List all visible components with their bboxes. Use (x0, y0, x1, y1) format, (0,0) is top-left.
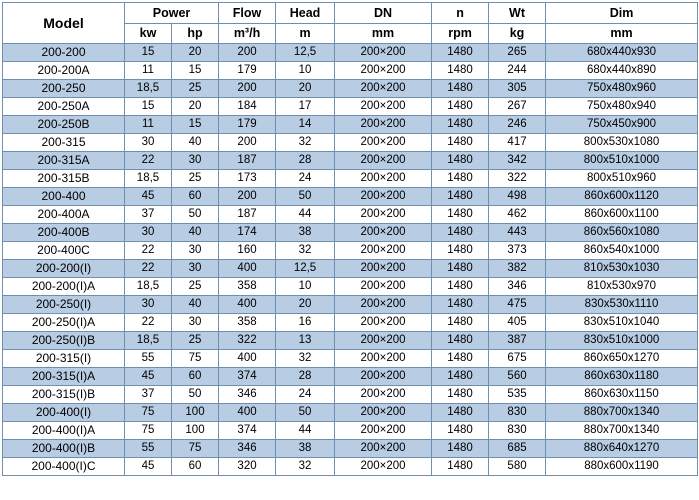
cell-model: 200-400A (3, 206, 125, 224)
column-header-power: Power (125, 3, 219, 24)
cell-dim: 860x540x1000 (546, 242, 698, 260)
cell-model: 200-400(I)B (3, 440, 125, 458)
cell-dim: 860x600x1100 (546, 206, 698, 224)
cell-n: 1480 (432, 368, 489, 386)
cell-n: 1480 (432, 170, 489, 188)
cell-dim: 860x630x1180 (546, 368, 698, 386)
cell-kw: 22 (125, 242, 172, 260)
column-unit-head: m (276, 24, 335, 44)
cell-dim: 800x510x960 (546, 170, 698, 188)
cell-n: 1480 (432, 458, 489, 476)
column-unit-flow: m³/h (219, 24, 276, 44)
cell-kw: 75 (125, 404, 172, 422)
cell-model: 200-200(I)A (3, 278, 125, 296)
cell-wt: 342 (489, 152, 546, 170)
cell-dim: 800x530x1080 (546, 134, 698, 152)
cell-wt: 498 (489, 188, 546, 206)
cell-dim: 860x600x1120 (546, 188, 698, 206)
table-row (3, 332, 698, 350)
cell-flow: 179 (219, 116, 276, 134)
cell-n: 1480 (432, 278, 489, 296)
cell-wt: 560 (489, 368, 546, 386)
column-unit-hp: hp (172, 24, 219, 44)
cell-dn: 200×200 (335, 440, 432, 458)
cell-hp: 25 (172, 170, 219, 188)
cell-dim: 800x510x1000 (546, 152, 698, 170)
table-row (3, 278, 698, 296)
cell-wt: 244 (489, 62, 546, 80)
table-row (3, 62, 698, 80)
cell-hp: 100 (172, 422, 219, 440)
cell-head: 32 (276, 242, 335, 260)
cell-flow: 358 (219, 314, 276, 332)
cell-n: 1480 (432, 62, 489, 80)
cell-flow: 200 (219, 188, 276, 206)
cell-kw: 75 (125, 422, 172, 440)
table-body (3, 44, 698, 476)
cell-wt: 405 (489, 314, 546, 332)
cell-dim: 830x510x1040 (546, 314, 698, 332)
cell-head: 12,5 (276, 44, 335, 62)
cell-head: 38 (276, 224, 335, 242)
table-row (3, 260, 698, 278)
cell-model: 200-250(I)B (3, 332, 125, 350)
table-row (3, 458, 698, 476)
cell-hp: 25 (172, 278, 219, 296)
table-row (3, 98, 698, 116)
cell-flow: 179 (219, 62, 276, 80)
cell-n: 1480 (432, 296, 489, 314)
cell-head: 38 (276, 440, 335, 458)
cell-dn: 200×200 (335, 314, 432, 332)
cell-hp: 100 (172, 404, 219, 422)
cell-head: 14 (276, 116, 335, 134)
cell-n: 1480 (432, 44, 489, 62)
cell-model: 200-400B (3, 224, 125, 242)
cell-dim: 680x440x890 (546, 62, 698, 80)
cell-wt: 346 (489, 278, 546, 296)
table-row (3, 404, 698, 422)
cell-hp: 40 (172, 296, 219, 314)
table-row (3, 350, 698, 368)
cell-hp: 50 (172, 386, 219, 404)
cell-dn: 200×200 (335, 116, 432, 134)
cell-dn: 200×200 (335, 62, 432, 80)
cell-dn: 200×200 (335, 98, 432, 116)
cell-head: 50 (276, 188, 335, 206)
cell-flow: 320 (219, 458, 276, 476)
cell-n: 1480 (432, 422, 489, 440)
cell-kw: 11 (125, 62, 172, 80)
cell-flow: 346 (219, 440, 276, 458)
cell-flow: 358 (219, 278, 276, 296)
column-header-flow: Flow (219, 3, 276, 24)
cell-dn: 200×200 (335, 458, 432, 476)
cell-kw: 30 (125, 134, 172, 152)
cell-dim: 750x480x940 (546, 98, 698, 116)
cell-hp: 20 (172, 98, 219, 116)
cell-model: 200-250(I)A (3, 314, 125, 332)
table-row (3, 134, 698, 152)
column-unit-n: rpm (432, 24, 489, 44)
cell-dim: 860x650x1270 (546, 350, 698, 368)
cell-wt: 685 (489, 440, 546, 458)
cell-dn: 200×200 (335, 44, 432, 62)
cell-n: 1480 (432, 116, 489, 134)
column-header-n: n (432, 3, 489, 24)
cell-kw: 30 (125, 224, 172, 242)
cell-n: 1480 (432, 206, 489, 224)
cell-model: 200-315 (3, 134, 125, 152)
cell-flow: 400 (219, 296, 276, 314)
cell-flow: 184 (219, 98, 276, 116)
cell-model: 200-315(I)B (3, 386, 125, 404)
cell-flow: 346 (219, 386, 276, 404)
table-row (3, 80, 698, 98)
cell-hp: 60 (172, 188, 219, 206)
cell-wt: 675 (489, 350, 546, 368)
cell-head: 20 (276, 296, 335, 314)
cell-hp: 60 (172, 368, 219, 386)
table-row (3, 116, 698, 134)
cell-wt: 462 (489, 206, 546, 224)
table-row (3, 188, 698, 206)
cell-n: 1480 (432, 224, 489, 242)
cell-model: 200-315(I)A (3, 368, 125, 386)
cell-flow: 374 (219, 422, 276, 440)
cell-wt: 830 (489, 422, 546, 440)
cell-flow: 374 (219, 368, 276, 386)
cell-model: 200-250 (3, 80, 125, 98)
cell-n: 1480 (432, 314, 489, 332)
cell-flow: 200 (219, 44, 276, 62)
column-header-dim: Dim (546, 3, 698, 24)
table-row (3, 314, 698, 332)
cell-flow: 174 (219, 224, 276, 242)
table-row (3, 368, 698, 386)
pump-specification-table (2, 2, 698, 476)
cell-head: 17 (276, 98, 335, 116)
cell-model: 200-400C (3, 242, 125, 260)
cell-flow: 187 (219, 152, 276, 170)
cell-dn: 200×200 (335, 350, 432, 368)
cell-model: 200-315B (3, 170, 125, 188)
cell-head: 16 (276, 314, 335, 332)
column-unit-dim: mm (546, 24, 698, 44)
cell-flow: 400 (219, 260, 276, 278)
cell-kw: 18,5 (125, 332, 172, 350)
cell-hp: 75 (172, 440, 219, 458)
cell-wt: 267 (489, 98, 546, 116)
cell-dim: 880x640x1270 (546, 440, 698, 458)
cell-wt: 443 (489, 224, 546, 242)
cell-dim: 750x450x900 (546, 116, 698, 134)
cell-head: 24 (276, 170, 335, 188)
cell-wt: 535 (489, 386, 546, 404)
cell-kw: 15 (125, 98, 172, 116)
cell-head: 28 (276, 152, 335, 170)
cell-flow: 200 (219, 134, 276, 152)
cell-wt: 382 (489, 260, 546, 278)
cell-n: 1480 (432, 332, 489, 350)
cell-head: 44 (276, 206, 335, 224)
cell-dim: 860x560x1080 (546, 224, 698, 242)
cell-kw: 45 (125, 188, 172, 206)
table-row (3, 206, 698, 224)
cell-wt: 417 (489, 134, 546, 152)
cell-dim: 880x700x1340 (546, 422, 698, 440)
cell-kw: 30 (125, 296, 172, 314)
cell-dn: 200×200 (335, 260, 432, 278)
cell-dn: 200×200 (335, 188, 432, 206)
cell-dim: 860x630x1150 (546, 386, 698, 404)
cell-model: 200-400(I)A (3, 422, 125, 440)
column-header-model: Model (3, 3, 125, 44)
cell-hp: 30 (172, 260, 219, 278)
table-row (3, 242, 698, 260)
cell-head: 32 (276, 458, 335, 476)
cell-head: 28 (276, 368, 335, 386)
cell-dn: 200×200 (335, 332, 432, 350)
cell-wt: 580 (489, 458, 546, 476)
cell-model: 200-315(I) (3, 350, 125, 368)
cell-head: 24 (276, 386, 335, 404)
cell-dim: 830x510x1000 (546, 332, 698, 350)
cell-kw: 18,5 (125, 278, 172, 296)
cell-n: 1480 (432, 260, 489, 278)
cell-n: 1480 (432, 350, 489, 368)
cell-head: 10 (276, 278, 335, 296)
table-row (3, 386, 698, 404)
cell-dim: 810x530x970 (546, 278, 698, 296)
cell-n: 1480 (432, 188, 489, 206)
cell-dn: 200×200 (335, 242, 432, 260)
cell-wt: 246 (489, 116, 546, 134)
table-row (3, 44, 698, 62)
cell-flow: 173 (219, 170, 276, 188)
cell-hp: 50 (172, 206, 219, 224)
cell-hp: 15 (172, 62, 219, 80)
column-unit-kw: kw (125, 24, 172, 44)
cell-flow: 187 (219, 206, 276, 224)
column-header-wt: Wt (489, 3, 546, 24)
cell-wt: 305 (489, 80, 546, 98)
cell-kw: 55 (125, 440, 172, 458)
cell-hp: 60 (172, 458, 219, 476)
cell-n: 1480 (432, 98, 489, 116)
cell-hp: 20 (172, 44, 219, 62)
cell-kw: 18,5 (125, 80, 172, 98)
cell-head: 13 (276, 332, 335, 350)
cell-n: 1480 (432, 80, 489, 98)
cell-dim: 880x700x1340 (546, 404, 698, 422)
cell-dn: 200×200 (335, 80, 432, 98)
cell-kw: 11 (125, 116, 172, 134)
cell-model: 200-200 (3, 44, 125, 62)
column-unit-dn: mm (335, 24, 432, 44)
cell-n: 1480 (432, 242, 489, 260)
cell-wt: 265 (489, 44, 546, 62)
cell-dim: 750x480x960 (546, 80, 698, 98)
cell-n: 1480 (432, 440, 489, 458)
table-row (3, 440, 698, 458)
cell-model: 200-250A (3, 98, 125, 116)
cell-model: 200-400 (3, 188, 125, 206)
cell-model: 200-400(I)C (3, 458, 125, 476)
cell-flow: 160 (219, 242, 276, 260)
table-row (3, 422, 698, 440)
cell-n: 1480 (432, 404, 489, 422)
cell-kw: 55 (125, 350, 172, 368)
cell-wt: 373 (489, 242, 546, 260)
cell-flow: 200 (219, 80, 276, 98)
cell-hp: 25 (172, 80, 219, 98)
cell-dim: 810x530x1030 (546, 260, 698, 278)
cell-dn: 200×200 (335, 170, 432, 188)
cell-head: 32 (276, 350, 335, 368)
cell-flow: 400 (219, 350, 276, 368)
cell-model: 200-315A (3, 152, 125, 170)
cell-kw: 45 (125, 368, 172, 386)
cell-kw: 22 (125, 260, 172, 278)
table-row (3, 152, 698, 170)
cell-flow: 322 (219, 332, 276, 350)
table-header (3, 3, 698, 44)
cell-wt: 830 (489, 404, 546, 422)
cell-hp: 30 (172, 314, 219, 332)
cell-head: 44 (276, 422, 335, 440)
cell-dn: 200×200 (335, 404, 432, 422)
cell-hp: 75 (172, 350, 219, 368)
cell-model: 200-250(I) (3, 296, 125, 314)
cell-dn: 200×200 (335, 422, 432, 440)
cell-kw: 15 (125, 44, 172, 62)
cell-model: 200-250B (3, 116, 125, 134)
cell-kw: 37 (125, 206, 172, 224)
cell-head: 20 (276, 80, 335, 98)
cell-kw: 22 (125, 152, 172, 170)
cell-model: 200-200(I) (3, 260, 125, 278)
cell-model: 200-200A (3, 62, 125, 80)
cell-hp: 40 (172, 134, 219, 152)
cell-dn: 200×200 (335, 278, 432, 296)
cell-head: 32 (276, 134, 335, 152)
cell-model: 200-400(I) (3, 404, 125, 422)
cell-head: 12,5 (276, 260, 335, 278)
table-header-row-primary (3, 3, 698, 24)
cell-dn: 200×200 (335, 386, 432, 404)
cell-hp: 15 (172, 116, 219, 134)
cell-dn: 200×200 (335, 152, 432, 170)
cell-dim: 880x600x1190 (546, 458, 698, 476)
cell-flow: 400 (219, 404, 276, 422)
table-row (3, 296, 698, 314)
cell-hp: 40 (172, 224, 219, 242)
column-header-head: Head (276, 3, 335, 24)
cell-kw: 45 (125, 458, 172, 476)
cell-dn: 200×200 (335, 134, 432, 152)
column-header-dn: DN (335, 3, 432, 24)
cell-dn: 200×200 (335, 206, 432, 224)
cell-dim: 680x440x930 (546, 44, 698, 62)
cell-n: 1480 (432, 134, 489, 152)
cell-dn: 200×200 (335, 224, 432, 242)
cell-dn: 200×200 (335, 296, 432, 314)
cell-dim: 830x530x1110 (546, 296, 698, 314)
column-unit-wt: kg (489, 24, 546, 44)
cell-kw: 22 (125, 314, 172, 332)
cell-hp: 30 (172, 152, 219, 170)
cell-wt: 475 (489, 296, 546, 314)
cell-hp: 30 (172, 242, 219, 260)
cell-kw: 18,5 (125, 170, 172, 188)
cell-dn: 200×200 (335, 368, 432, 386)
cell-wt: 322 (489, 170, 546, 188)
cell-wt: 387 (489, 332, 546, 350)
cell-n: 1480 (432, 386, 489, 404)
cell-head: 50 (276, 404, 335, 422)
table-row (3, 224, 698, 242)
cell-kw: 37 (125, 386, 172, 404)
cell-n: 1480 (432, 152, 489, 170)
table-row (3, 170, 698, 188)
cell-hp: 25 (172, 332, 219, 350)
cell-head: 10 (276, 62, 335, 80)
